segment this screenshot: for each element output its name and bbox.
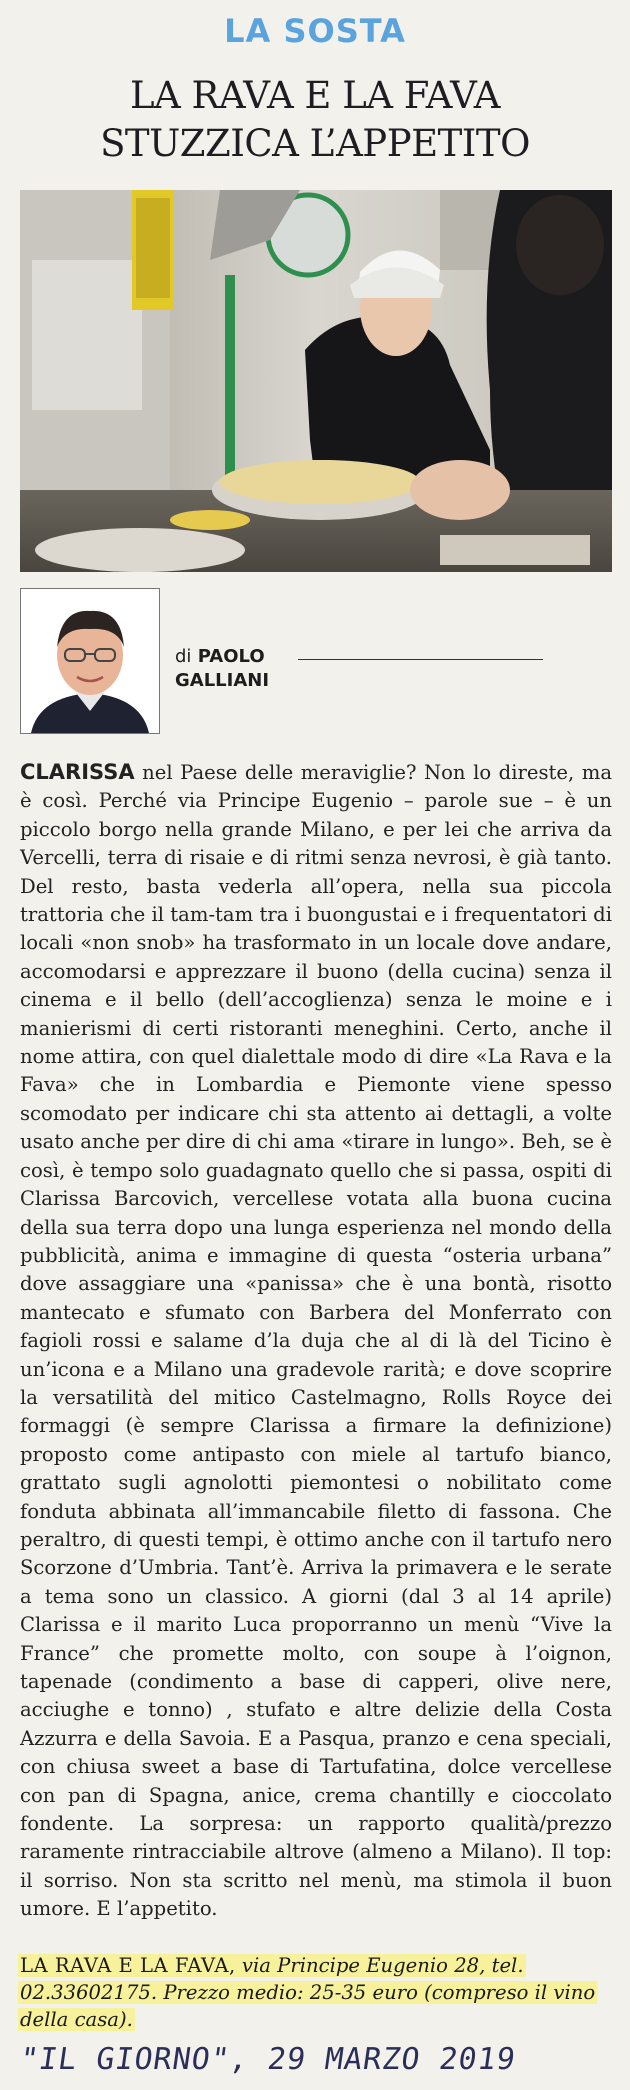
handwritten-source-note: "IL GIORNO", 29 MARZO 2019 bbox=[17, 2042, 519, 2077]
author-photo bbox=[20, 588, 160, 734]
article-body bbox=[20, 758, 612, 1924]
restaurant-details: via Principe Eugenio 28, tel. 02.33602175. Prezzo medio: 25-35 euro (compreso il vino della casa). bbox=[20, 1954, 596, 2031]
restaurant-name: LA RAVA E LA FAVA, bbox=[20, 1954, 236, 1977]
lead-word: CLARISSA bbox=[20, 760, 135, 784]
restaurant-info bbox=[18, 1952, 614, 2033]
section-label: LA SOSTA bbox=[224, 12, 406, 50]
byline-prefix: di bbox=[175, 646, 192, 667]
headline-line-1: LA RAVA E LA FAVA bbox=[129, 74, 501, 117]
article-body-text: nel Paese delle meraviglie? Non lo direste, ma è così. Perché via Principe Eugenio – parole sue – è un piccolo borgo nella grande Milano, e per lei che arriva da Vercelli, terra di risaie e di ritmi senza nevrosi, è già tanto. Del resto, basta vederla all’opera, nella sua piccola trattoria che il tam-tam tra i buongustai e i frequentatori di locali «non snob» ha trasformato in un locale dove andare, accomodarsi e apprezzare il buono (della cucina) senza il cinema e il bello (dell’accoglienza) senza le moine e i manierismi di certi ristoranti meneghini. Certo, anche il nome attira, con quel dialettale modo di dire «La Rava e la Fava» che in Lombardia e Piemonte viene spesso scomodato per indicare chi sta attento ai dettagli, a volte usato anche per dire di chi ama «tirare in lungo». Beh, se è così, è tempo solo guadagnato quello che si passa, ospiti di Clarissa Barcovich, vercellese votata alla buona cucina della sua terra dopo una lunga esperienza nel mondo della pubblicità, anima e immagine di questa “osteria urbana” dove assaggiare una «panissa» che è una bontà, risotto mantecato e sfumato con Barbera del Monferrato con fagioli rossi e salame d’la duja che al di là del Ticino è un’icona e a Milano una gradevole rarità; e dove scoprire la versatilità del mitico Castelmagno, Rolls Royce dei formaggi (è sempre Clarissa a firmare la definizione) proposto come antipasto con miele al tartufo bianco, grattato sugli agnolotti piemontesi o nobilitato come fonduta abbinata all’immancabile filetto di fassona. Che peraltro, di questi tempi, è ottimo anche con il tartufo nero Scorzone d’Umbria. Tant’è. Arriva la primavera e le serate a tema sono un classico. A giorni (dal 3 al 14 aprile) Clarissa e il marito Luca proporranno un menù “Vive la France” che promette molto, con soupe à l’oignon, tapenade (condimento a base di capperi, olive nere, acciughe e tonno) , stufato e altre delizie della Costa Azzurra e della Savoia. E a Pasqua, pranzo e cena speciali, con chiusa sweet a base di Tartufatina, dolce vercellese con pan di Spagna, anice, crema chantilly e cioccolato fondente. La sorpresa: un rapporto qualità/prezzo raramente rintracciabile altrove (almeno a Milano). Il top: il sorriso. Non sta scritto nel menù, ma stimola il buon umore. E l’appetito. bbox=[20, 761, 612, 1921]
kitchen-photo bbox=[20, 190, 612, 572]
byline-rule bbox=[298, 659, 543, 660]
headline-line-2: STUZZICA L’APPETITO bbox=[100, 122, 530, 165]
byline bbox=[175, 645, 269, 693]
byline-first-name: PAOLO bbox=[197, 646, 265, 667]
headline bbox=[0, 72, 630, 168]
byline-last-name: GALLIANI bbox=[175, 670, 270, 691]
